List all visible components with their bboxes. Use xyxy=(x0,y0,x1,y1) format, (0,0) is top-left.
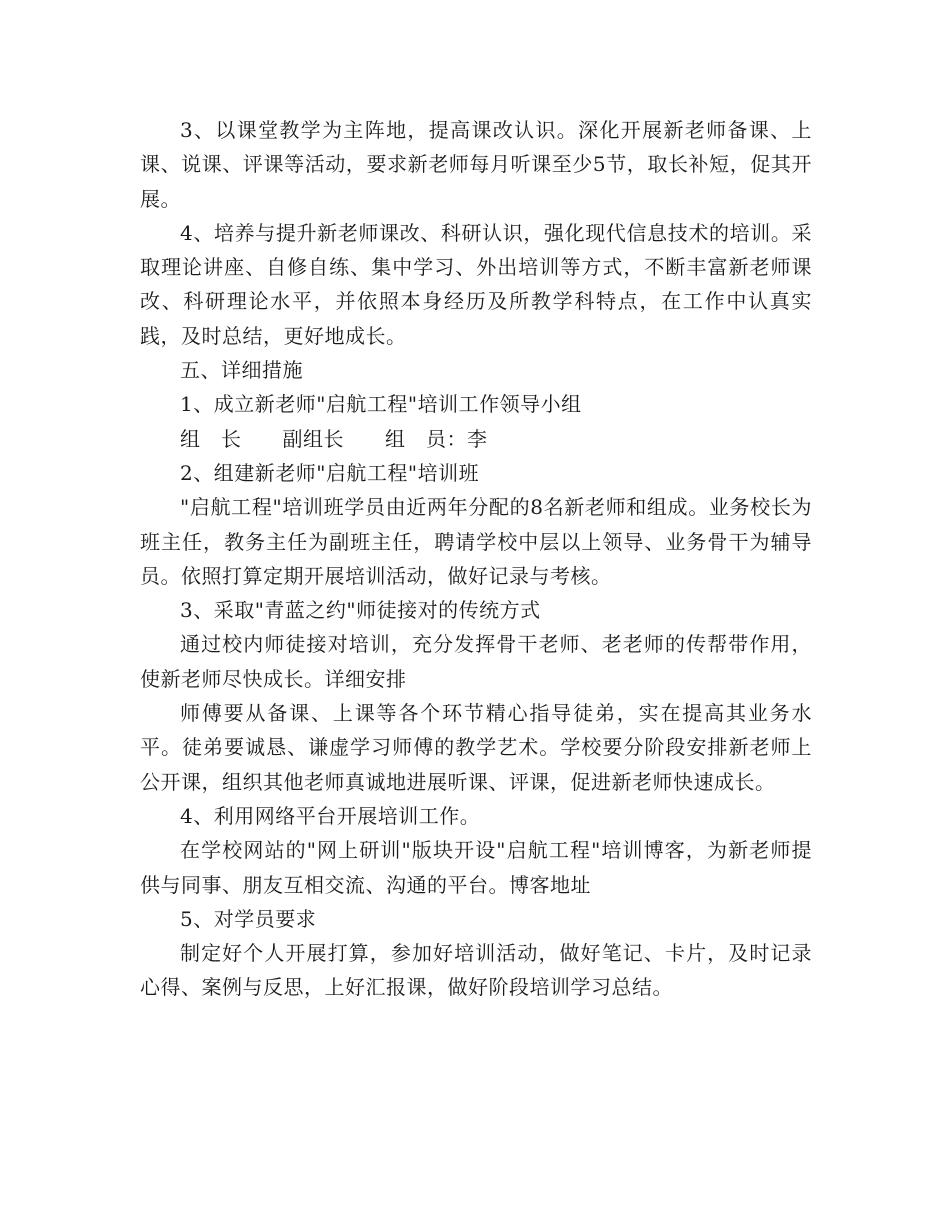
paragraph-classroom-teaching: 3、以课堂教学为主阵地，提高课改认识。深化开展新老师备课、上课、说课、评课等活动，要求新老师每月听课至少5节，取长补短，促其开展。 xyxy=(140,118,812,211)
paragraph-research-training: 4、培养与提升新老师课改、科研认识，强化现代信息技术的培训。采取理论讲座、自修自练、集中学习、外出培训等方式，不断丰富新老师课改、科研理论水平，并依照本身经历及所教学科特点，在工作中认真实践，及时总结，更好地成长。 xyxy=(140,220,812,348)
item-heading-network-platform: 4、利用网络平台开展培训工作。 xyxy=(180,803,481,828)
leadership-members-line: 组 长 副组长 组 员：李 xyxy=(180,426,488,451)
section-heading-measures: 五、详细措施 xyxy=(180,358,303,383)
item-heading-training-class: 2、组建新老师"启航工程"培训班 xyxy=(180,460,480,485)
paragraph-network-platform: 在学校网站的"网上研训"版块开设"启航工程"培训博客，为新老师提供与同事、朋友互相交流、沟通的平台。博客地址 xyxy=(140,838,812,897)
item-heading-mentorship: 3、采取"青蓝之约"师徒接对的传统方式 xyxy=(180,598,541,623)
paragraph-mentorship: 通过校内师徒接对培训，充分发挥骨干老师、老老师的传帮带作用，使新老师尽快成长。详细安排 xyxy=(140,632,812,691)
paragraph-student-requirements: 制定好个人开展打算，参加好培训活动，做好笔记、卡片，及时记录心得、案例与反思，上好汇报课，做好阶段培训学习总结。 xyxy=(140,941,812,1000)
item-heading-leadership-group: 1、成立新老师"启航工程"培训工作领导小组 xyxy=(180,392,582,417)
document-body xyxy=(140,113,812,1005)
paragraph-training-class: "启航工程"培训班学员由近两年分配的8名新老师和组成。业务校长为班主任，教务主任为副班主任，聘请学校中层以上领导、业务骨干为辅导员。依照打算定期开展培训活动，做好记录与考核。 xyxy=(140,495,812,588)
item-heading-student-requirements: 5、对学员要求 xyxy=(180,906,317,931)
paragraph-mentor-duties: 师傅要从备课、上课等各个环节精心指导徒弟，实在提高其业务水平。徒弟要诚恳、谦虚学习师傅的教学艺术。学校要分阶段安排新老师上公开课，组织其他老师真诚地进展听课、评课，促进新老师快速成长。 xyxy=(140,701,812,794)
